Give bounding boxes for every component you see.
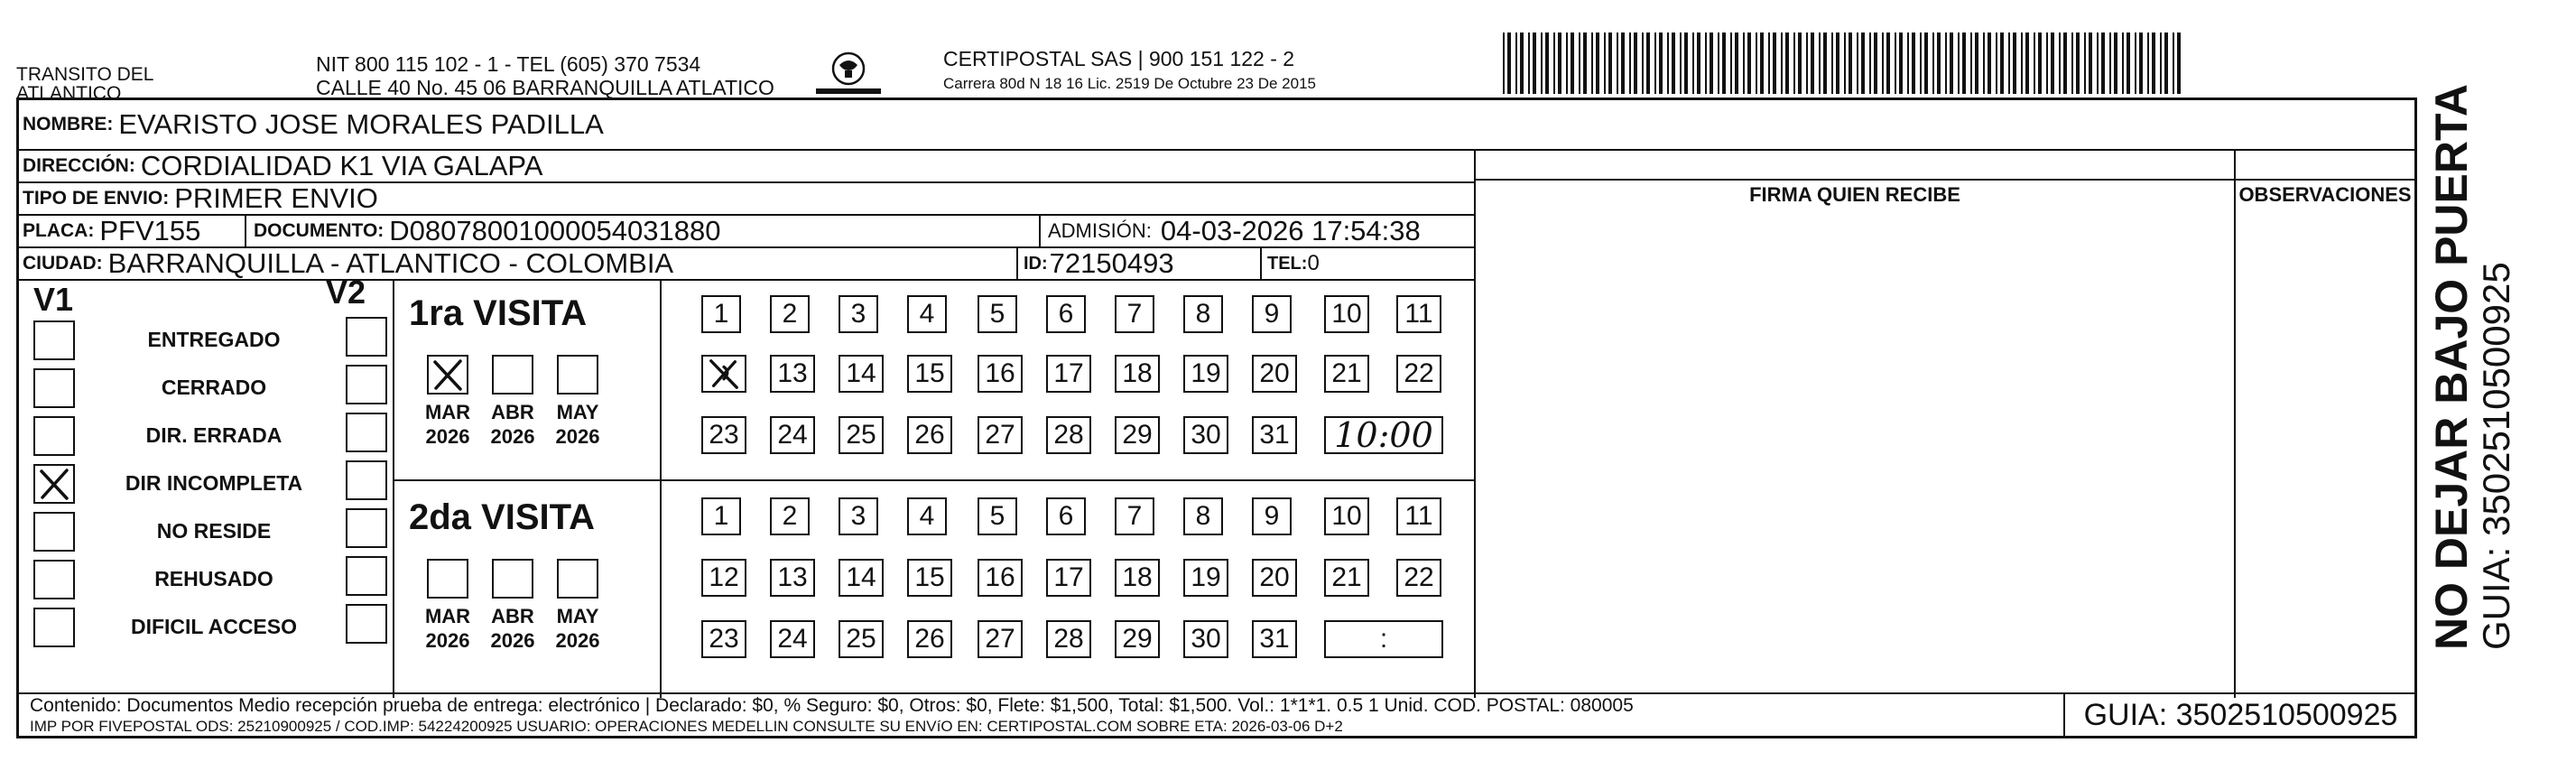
- barcode-bar: [2109, 32, 2111, 94]
- barcode-bar: [1520, 32, 1524, 94]
- admission-cell: [1039, 216, 1474, 246]
- barcode-bar: [1760, 32, 1764, 94]
- barcode-bar: [2127, 32, 2130, 94]
- month-label: MAR 2026: [424, 401, 471, 448]
- day-box[interactable]: 20: [1252, 559, 1297, 597]
- day-box[interactable]: 17: [1046, 559, 1091, 597]
- divider-observaciones: [2234, 151, 2236, 698]
- status-v1-checkbox[interactable]: [33, 608, 75, 647]
- day-box[interactable]: 25: [839, 620, 884, 658]
- tel-value: 0: [1307, 251, 1320, 275]
- status-v2-checkbox[interactable]: [346, 604, 387, 644]
- delivery-guide-form: [16, 98, 2417, 738]
- barcode-bar: [1667, 32, 1669, 94]
- day-box[interactable]: 20: [1252, 355, 1297, 393]
- type-label: TIPO DE ENVIO:: [23, 188, 170, 209]
- day-box[interactable]: 12: [701, 559, 746, 597]
- id-label: ID:: [1024, 253, 1048, 274]
- barcode-bar: [2008, 32, 2010, 94]
- document-label: DOCUMENTO:: [254, 220, 385, 241]
- day-box[interactable]: 10: [1324, 497, 1369, 535]
- barcode-bar: [1912, 32, 1915, 94]
- side-guia: GUIA: 3502510500925: [2475, 262, 2517, 650]
- barcode-bar: [1983, 32, 1985, 94]
- barcode-bar: [1672, 32, 1675, 94]
- barcode-bar: [2021, 32, 2023, 94]
- day-box[interactable]: 13: [770, 559, 815, 597]
- divider-firma: [1474, 151, 1476, 698]
- status-label: DIR INCOMPLETA: [125, 471, 303, 495]
- barcode-bar: [2034, 32, 2035, 94]
- barcode-bar: [1705, 32, 1707, 94]
- barcode-bar: [1932, 32, 1934, 94]
- barcode-bar: [2097, 32, 2099, 94]
- day-box[interactable]: 5: [978, 295, 1017, 333]
- day-box[interactable]: 11: [1396, 497, 1441, 535]
- barcode-bar: [1793, 32, 1795, 94]
- day-box[interactable]: 23: [701, 416, 746, 454]
- barcode-bar: [1895, 32, 1896, 94]
- barcode-bar: [1844, 32, 1846, 94]
- barcode-bar: [1747, 32, 1751, 94]
- barcode-bar: [1849, 32, 1852, 94]
- month-label: MAY 2026: [555, 401, 600, 448]
- barcode-bar: [1617, 32, 1618, 94]
- v1-header: V1: [33, 281, 74, 318]
- barcode-bar: [1768, 32, 1770, 94]
- barcode-bar: [2000, 32, 2004, 94]
- barcode-bar: [1811, 32, 1814, 94]
- status-v2-checkbox[interactable]: [346, 317, 387, 357]
- barcode-bar: [1823, 32, 1827, 94]
- day-box[interactable]: 4: [907, 295, 947, 333]
- side-warning: NO DEJAR BAJO PUERTA: [2426, 84, 2477, 650]
- barcode-bar: [2038, 32, 2042, 94]
- barcode-bar: [1608, 32, 1612, 94]
- day-box[interactable]: 3: [839, 295, 878, 333]
- status-section: [19, 274, 394, 698]
- visit-1-section: [394, 281, 1474, 479]
- barcode-bar: [1819, 32, 1821, 94]
- sender-address: [316, 52, 774, 99]
- status-label: DIR. ERRADA: [145, 423, 283, 447]
- address-line: CALLE 40 No. 45 06 BARRANQUILLA ATLATICO: [316, 76, 774, 99]
- day-box[interactable]: 13: [770, 355, 815, 393]
- recipient-address: CORDIALIDAD K1 VIA GALAPA: [140, 150, 543, 181]
- barcode-bar: [1950, 32, 1953, 94]
- barcode-bar: [1773, 32, 1776, 94]
- barcode-bar: [2076, 32, 2080, 94]
- courier-info: [943, 47, 1316, 96]
- nit-line: NIT 800 115 102 - 1 - TEL (605) 370 7534: [316, 52, 701, 76]
- day-box[interactable]: 22: [1396, 355, 1441, 393]
- barcode-bar: [1920, 32, 1922, 94]
- barcode-bar: [1958, 32, 1960, 94]
- barcode-bar: [1996, 32, 1997, 94]
- barcode-bar: [1924, 32, 1928, 94]
- row-tipo-envio: [19, 183, 1474, 216]
- footer-print-line: IMP POR FIVEPOSTAL ODS: 25210900925 / COD.IMP: 54224200925 USUARIO: OPERACIONES MEDELLIN CONSULTE SU ENVíO EN: CERTIPOSTAL.COM SOBRE ETA: 2026-03-06 D+2: [30, 718, 1343, 735]
- status-v2-checkbox[interactable]: [346, 460, 387, 500]
- row-nombre: [19, 100, 2414, 151]
- barcode-bar: [1579, 32, 1580, 94]
- barcode-bar: [2051, 32, 2054, 94]
- day-box[interactable]: 27: [978, 620, 1023, 658]
- barcode-bar: [1684, 32, 1688, 94]
- barcode-bar: [1680, 32, 1682, 94]
- status-v1-checkbox[interactable]: [33, 416, 75, 456]
- status-v2-checkbox[interactable]: [346, 365, 387, 404]
- footer-guia: GUIA: 3502510500925: [2063, 694, 2416, 736]
- barcode-bar: [1642, 32, 1644, 94]
- plate-label: PLACA:: [23, 220, 95, 241]
- day-box[interactable]: 2: [770, 295, 810, 333]
- side-text: [2426, 18, 2534, 650]
- day-box[interactable]: 11: [1396, 295, 1441, 333]
- month-checkbox[interactable]: [427, 559, 468, 599]
- barcode-bar: [1970, 32, 1972, 94]
- day-box[interactable]: 1: [701, 497, 741, 535]
- day-box[interactable]: 28: [1046, 416, 1091, 454]
- city-label: CIUDAD:: [23, 253, 103, 274]
- firma-header: FIRMA QUIEN RECIBE: [1749, 183, 1960, 206]
- day-box[interactable]: 15: [907, 355, 952, 393]
- barcode-bar: [1621, 32, 1625, 94]
- barcode-bar: [1899, 32, 1903, 94]
- barcode-bar: [1831, 32, 1833, 94]
- month-label: ABR 2026: [490, 605, 535, 652]
- day-box[interactable]: 21: [1324, 559, 1369, 597]
- barcode-bar: [1507, 32, 1511, 94]
- visit-2-title: 2da VISITA: [409, 497, 595, 537]
- day-box[interactable]: 26: [907, 416, 952, 454]
- barcode-bar: [2046, 32, 2048, 94]
- barcode-bar: [1962, 32, 1966, 94]
- day-box[interactable]: 27: [978, 416, 1023, 454]
- barcode-bar: [1646, 32, 1650, 94]
- barcode-bar: [1798, 32, 1802, 94]
- barcode-bar: [1806, 32, 1808, 94]
- day-box[interactable]: 23: [701, 620, 746, 658]
- visit-2-section: [394, 481, 1474, 698]
- day-box[interactable]: 30: [1183, 416, 1228, 454]
- barcode-bar: [1566, 32, 1568, 94]
- status-label: REHUSADO: [154, 567, 273, 590]
- day-box[interactable]: [701, 355, 746, 393]
- barcode-bar: [2013, 32, 2016, 94]
- barcode-bar: [1710, 32, 1713, 94]
- plate-value: PFV155: [99, 215, 201, 246]
- document-cell: [245, 216, 1039, 246]
- barcode-bar: [1541, 32, 1543, 94]
- barcode-bar: [1937, 32, 1941, 94]
- barcode-bar: [1692, 32, 1694, 94]
- barcode-bar: [1583, 32, 1587, 94]
- status-v1-checkbox[interactable]: [33, 320, 75, 360]
- tel-label: TEL:: [1267, 253, 1308, 274]
- status-label: ENTREGADO: [147, 328, 281, 351]
- barcode-bar: [1718, 32, 1719, 94]
- divider-right-header: [1476, 179, 2414, 181]
- day-box[interactable]: 22: [1396, 559, 1441, 597]
- barcode-bar: [1533, 32, 1536, 94]
- barcode-bar: [2063, 32, 2067, 94]
- day-box[interactable]: 31: [1252, 416, 1297, 454]
- barcode-bar: [2114, 32, 2117, 94]
- admission-label: ADMISIÓN:: [1048, 219, 1152, 242]
- row-placa: [19, 216, 1474, 248]
- month-label: MAR 2026: [424, 605, 471, 652]
- day-box[interactable]: 28: [1046, 620, 1091, 658]
- barcode-bar: [2101, 32, 2105, 94]
- barcode-bar: [1604, 32, 1606, 94]
- license-line: Carrera 80d N 18 16 Lic. 2519 De Octubre 23 De 2015: [943, 75, 1316, 92]
- day-box[interactable]: 15: [907, 559, 952, 597]
- barcode-bar: [1503, 32, 1505, 94]
- v2-header: V2: [326, 274, 366, 311]
- barcode-bar: [1634, 32, 1637, 94]
- day-box[interactable]: 4: [907, 497, 947, 535]
- barcode-bar: [2139, 32, 2143, 94]
- barcode-bar: [1654, 32, 1656, 94]
- id-value: 72150493: [1049, 247, 1174, 279]
- day-box[interactable]: 24: [770, 620, 815, 658]
- courier-line: CERTIPOSTAL SAS | 900 151 122 - 2: [943, 47, 1295, 70]
- day-box[interactable]: 8: [1183, 295, 1223, 333]
- day-box[interactable]: 16: [978, 559, 1023, 597]
- barcode-bar: [2135, 32, 2136, 94]
- courier-logo-icon: [812, 49, 885, 105]
- footer: [19, 692, 2414, 736]
- barcode-bar: [1722, 32, 1726, 94]
- barcode-bar: [2122, 32, 2124, 94]
- shipment-type: PRIMER ENVIO: [174, 182, 378, 214]
- row-direccion: [19, 151, 1474, 183]
- month-label: ABR 2026: [490, 401, 535, 448]
- observations-area[interactable]: [2238, 213, 2413, 696]
- visit-1-title: 1ra VISITA: [409, 293, 588, 333]
- day-box[interactable]: 26: [907, 620, 952, 658]
- barcode-bar: [1861, 32, 1865, 94]
- status-v2-checkbox[interactable]: [346, 556, 387, 596]
- month-checkbox[interactable]: [492, 355, 533, 395]
- barcode-bar: [2164, 32, 2168, 94]
- day-box[interactable]: 24: [770, 416, 815, 454]
- barcode-bar: [1591, 32, 1593, 94]
- status-v1-checkbox[interactable]: [33, 464, 75, 504]
- time-box[interactable]: :: [1324, 620, 1443, 658]
- barcode-bar: [2177, 32, 2181, 94]
- barcode-bar: [1886, 32, 1890, 94]
- barcode: [1503, 32, 2189, 94]
- day-box[interactable]: 29: [1115, 416, 1160, 454]
- barcode-bar: [1874, 32, 1877, 94]
- tel-cell: [1260, 248, 1474, 279]
- barcode-bar: [2173, 32, 2174, 94]
- barcode-bar: [1945, 32, 1947, 94]
- day-box[interactable]: 7: [1115, 497, 1154, 535]
- observaciones-header: OBSERVACIONES: [2238, 183, 2412, 206]
- barcode-bar: [1988, 32, 1991, 94]
- day-box[interactable]: 18: [1115, 559, 1160, 597]
- day-box[interactable]: 8: [1183, 497, 1223, 535]
- day-box[interactable]: 31: [1252, 620, 1297, 658]
- name-label: NOMBRE:: [23, 114, 114, 135]
- signature-area[interactable]: [1478, 213, 2232, 696]
- status-v2-checkbox[interactable]: [346, 508, 387, 548]
- month-checkbox[interactable]: [427, 355, 468, 395]
- barcode-bar: [1659, 32, 1663, 94]
- barcode-bar: [1857, 32, 1858, 94]
- day-box[interactable]: 19: [1183, 559, 1228, 597]
- status-label: DIFICIL ACCESO: [130, 615, 297, 638]
- barcode-bar: [2025, 32, 2029, 94]
- barcode-bar: [1629, 32, 1631, 94]
- sender-line-2: ATLANTICO: [16, 83, 122, 104]
- day-box[interactable]: 16: [978, 355, 1023, 393]
- admission-value: 04-03-2026 17:54:38: [1160, 215, 1421, 246]
- day-box[interactable]: 29: [1115, 620, 1160, 658]
- barcode-bar: [2084, 32, 2086, 94]
- city-value: BARRANQUILLA - ATLANTICO - COLOMBIA: [107, 247, 674, 279]
- id-cell: [1016, 248, 1260, 279]
- status-v1-checkbox[interactable]: [33, 512, 75, 552]
- day-box[interactable]: 10: [1324, 295, 1369, 333]
- month-label: MAY 2026: [555, 605, 600, 652]
- day-box[interactable]: 9: [1252, 497, 1292, 535]
- day-box[interactable]: 7: [1115, 295, 1154, 333]
- status-label: NO RESIDE: [156, 519, 272, 543]
- barcode-bar: [1836, 32, 1839, 94]
- barcode-bar: [2089, 32, 2092, 94]
- barcode-bar: [1545, 32, 1549, 94]
- barcode-bar: [1515, 32, 1517, 94]
- barcode-bar: [1730, 32, 1732, 94]
- barcode-bar: [1781, 32, 1783, 94]
- day-box[interactable]: 6: [1046, 497, 1086, 535]
- month-checkbox[interactable]: [557, 559, 598, 599]
- row-ciudad: [19, 248, 1474, 281]
- barcode-bar: [2147, 32, 2149, 94]
- recipient-name: EVARISTO JOSE MORALES PADILLA: [118, 108, 604, 140]
- day-box[interactable]: 25: [839, 416, 884, 454]
- day-box[interactable]: 17: [1046, 355, 1091, 393]
- document-value: D08078001000054031880: [389, 215, 721, 246]
- address-label: DIRECCIÓN:: [23, 155, 135, 176]
- barcode-bar: [1596, 32, 1599, 94]
- barcode-bar: [1882, 32, 1884, 94]
- barcode-bar: [2152, 32, 2155, 94]
- barcode-bar: [1743, 32, 1745, 94]
- barcode-bar: [1785, 32, 1789, 94]
- day-box[interactable]: 3: [839, 497, 878, 535]
- barcode-bar: [1558, 32, 1561, 94]
- day-box[interactable]: 6: [1046, 295, 1086, 333]
- barcode-bar: [1869, 32, 1871, 94]
- barcode-bar: [1553, 32, 1555, 94]
- barcode-bar: [1571, 32, 1574, 94]
- barcode-bar: [2160, 32, 2162, 94]
- barcode-bar: [2059, 32, 2061, 94]
- day-box[interactable]: 19: [1183, 355, 1228, 393]
- status-v1-checkbox[interactable]: [33, 560, 75, 599]
- status-v1-checkbox[interactable]: [33, 368, 75, 408]
- day-box[interactable]: 14: [839, 559, 884, 597]
- status-v2-checkbox[interactable]: [346, 413, 387, 452]
- barcode-bar: [1756, 32, 1757, 94]
- day-box[interactable]: 2: [770, 497, 810, 535]
- day-box[interactable]: 9: [1252, 295, 1292, 333]
- day-box[interactable]: 21: [1324, 355, 1369, 393]
- sender-line-1: TRANSITO DEL: [16, 64, 154, 85]
- day-box[interactable]: 14: [839, 355, 884, 393]
- barcode-bar: [1697, 32, 1700, 94]
- barcode-bar: [1735, 32, 1738, 94]
- month-checkbox[interactable]: [492, 559, 533, 599]
- day-box[interactable]: 30: [1183, 620, 1228, 658]
- barcode-bar: [1907, 32, 1909, 94]
- barcode-bar: [1528, 32, 1530, 94]
- barcode-bar: [2071, 32, 2073, 94]
- divider-month-days: [660, 281, 662, 698]
- day-box[interactable]: 5: [978, 497, 1017, 535]
- day-box[interactable]: 18: [1115, 355, 1160, 393]
- status-label: CERRADO: [161, 376, 267, 399]
- barcode-bar: [1975, 32, 1978, 94]
- footer-content-line: Contenido: Documentos Medio recepción prueba de entrega: electrónico | Declarado: $0, % Seguro: $0, Otros: $0, Flete: $1,500, Total: $1,500. Vol.: 1*1*1. 0.5 1 Unid. COD. POSTAL: 080005: [30, 695, 1634, 716]
- month-checkbox[interactable]: [557, 355, 598, 395]
- time-box[interactable]: 10:00: [1324, 416, 1443, 454]
- day-box[interactable]: 1: [701, 295, 741, 333]
